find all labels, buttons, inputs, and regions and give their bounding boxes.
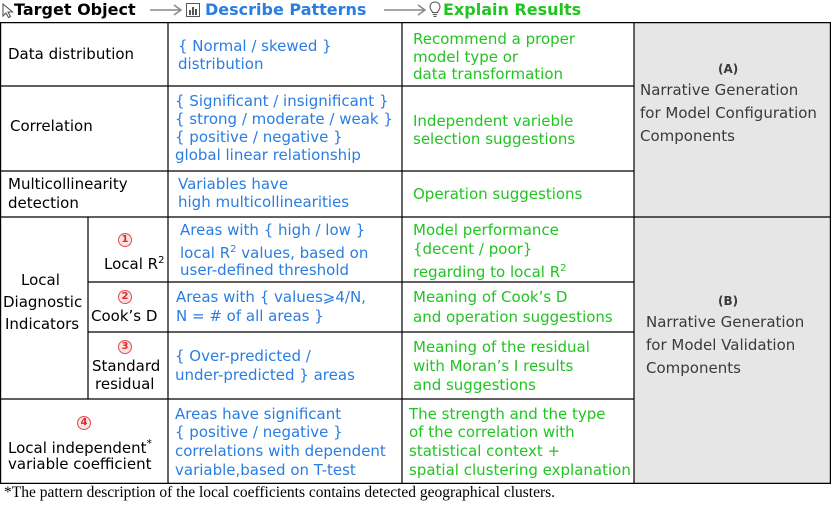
lightbulb-icon	[429, 1, 441, 18]
pattern-local-r2-text-a: local R	[180, 244, 231, 262]
row-label-correlation: Correlation	[10, 117, 93, 135]
explain-standard-residual-line-2: with Moran’s I results	[413, 357, 574, 375]
label-standard-residual-line-1: Standard	[92, 357, 161, 375]
pattern-correlation-line-2: { strong / moderate / weak }	[175, 110, 393, 128]
side-panel-b-line-1: Narrative Generation	[646, 313, 805, 331]
pattern-local-coefficient-line-1: Areas have significant	[175, 405, 342, 423]
explain-correlation-line-2: selection suggestions	[413, 130, 576, 148]
arrow-right-icon	[149, 3, 183, 17]
side-panel-b-line-3: Components	[646, 359, 741, 377]
diagram-table	[0, 22, 831, 484]
explain-cooks-d-line-2: and operation suggestions	[413, 308, 613, 326]
pattern-correlation-line-4: global linear relationship	[175, 146, 361, 164]
group-label-local-line-1: Local	[21, 271, 60, 289]
explain-data-distribution-line-1: Recommend a proper	[413, 30, 576, 48]
pattern-local-coefficient-line-3: correlations with dependent	[175, 442, 386, 460]
step-badge-3: 3	[118, 340, 132, 354]
explain-local-r2-line-1: Model performance	[413, 221, 559, 239]
group-label-local-line-3: Indicators	[5, 315, 80, 333]
pattern-local-r2-line-2	[180, 241, 368, 263]
label-cooks-d: Cook’s D	[91, 307, 158, 325]
explain-local-coefficient-line-1: The strength and the type	[409, 405, 606, 423]
pattern-local-r2-line-1: Areas with { high / low }	[180, 221, 366, 239]
explain-multicollinearity-line-1: Operation suggestions	[413, 185, 583, 203]
header-describe-patterns: Describe Patterns	[205, 0, 367, 19]
side-panel-a-line-3: Components	[640, 127, 735, 145]
pattern-standard-residual-line-2: under-predicted } areas	[175, 366, 355, 384]
row-label-data-distribution: Data distribution	[8, 45, 135, 63]
label-local-coefficient-line-2: variable coefficient	[8, 455, 152, 473]
pattern-data-distribution-line-1: { Normal / skewed }	[178, 37, 332, 55]
explain-data-distribution-line-3: data transformation	[413, 65, 564, 83]
label-local-coefficient-text: Local independent	[8, 439, 147, 457]
explain-local-coefficient-line-4: spatial clustering explanation	[409, 461, 631, 479]
pattern-data-distribution-line-2: distribution	[178, 55, 264, 73]
explain-standard-residual-line-3: and suggestions	[413, 376, 536, 394]
footnote: *The pattern description of the local coefficients contains detected geographical clusters.	[4, 484, 556, 501]
pattern-multicollinearity-line-1: Variables have	[178, 175, 289, 193]
pattern-correlation-line-3: { positive / negative }	[175, 128, 343, 146]
pattern-local-r2-text-b: values, based on	[236, 244, 369, 262]
pattern-local-r2-line-3: user-defined threshold	[180, 261, 350, 279]
row-label-multicollinearity-line-1: Multicollinearity	[8, 175, 128, 193]
arrow-right-icon	[383, 3, 427, 17]
header-explain-results: Explain Results	[443, 0, 582, 19]
group-label-local-line-2: Diagnostic	[3, 293, 83, 311]
label-local-r2-sup: 2	[158, 255, 165, 266]
pattern-local-r2-sup: 2	[230, 244, 237, 255]
side-panel-b-tag: (B)	[718, 294, 739, 308]
label-standard-residual-line-2: residual	[95, 375, 155, 393]
explain-local-r2-text: regarding to local R	[413, 263, 561, 281]
explain-correlation-line-1: Independent varieble	[413, 112, 574, 130]
pattern-standard-residual-line-1: { Over-predicted /	[175, 347, 311, 365]
pattern-correlation-line-1: { Significant / insignificant }	[175, 92, 389, 110]
header-target-object: Target Object	[14, 0, 136, 19]
side-panel-a-line-2: for Model Configuration	[640, 104, 817, 122]
pattern-local-coefficient-line-2: { positive / negative }	[175, 423, 343, 441]
bar-chart-icon	[186, 3, 200, 17]
side-panel-a-line-1: Narrative Generation	[640, 81, 799, 99]
row-label-multicollinearity-line-2: detection	[8, 194, 79, 212]
step-badge-4: 4	[77, 416, 91, 430]
explain-cooks-d-line-1: Meaning of Cook’s D	[413, 288, 568, 306]
explain-local-r2-sup: 2	[560, 263, 567, 274]
label-local-r2-text: Local R	[104, 255, 159, 273]
explain-local-r2-line-3	[413, 260, 567, 282]
pattern-local-coefficient-line-4: variable,based on T-test	[175, 461, 356, 479]
pattern-cooks-d-line-2: N = # of all areas }	[176, 307, 324, 325]
step-badge-2: 2	[118, 290, 132, 304]
pattern-cooks-d-line-1: Areas with { values⩾4/N,	[176, 288, 366, 306]
step-badge-1: 1	[118, 233, 132, 247]
cursor-icon	[2, 3, 14, 18]
explain-standard-residual-line-1: Meaning of the residual	[413, 338, 590, 356]
explain-local-r2-line-2: {decent / poor}	[413, 240, 533, 258]
header-bar	[0, 0, 831, 22]
label-local-coefficient-sup: *	[146, 437, 152, 450]
explain-local-coefficient-line-2: of the correlation with	[409, 423, 575, 441]
side-panel-a-tag: (A)	[718, 62, 739, 76]
label-local-r2	[104, 252, 164, 274]
side-panel-b-line-2: for Model Validation	[646, 336, 796, 354]
explain-local-coefficient-line-3: statistical context +	[409, 442, 561, 460]
pattern-multicollinearity-line-2: high multicollinearities	[178, 193, 350, 211]
explain-data-distribution-line-2: model type or	[413, 48, 519, 66]
